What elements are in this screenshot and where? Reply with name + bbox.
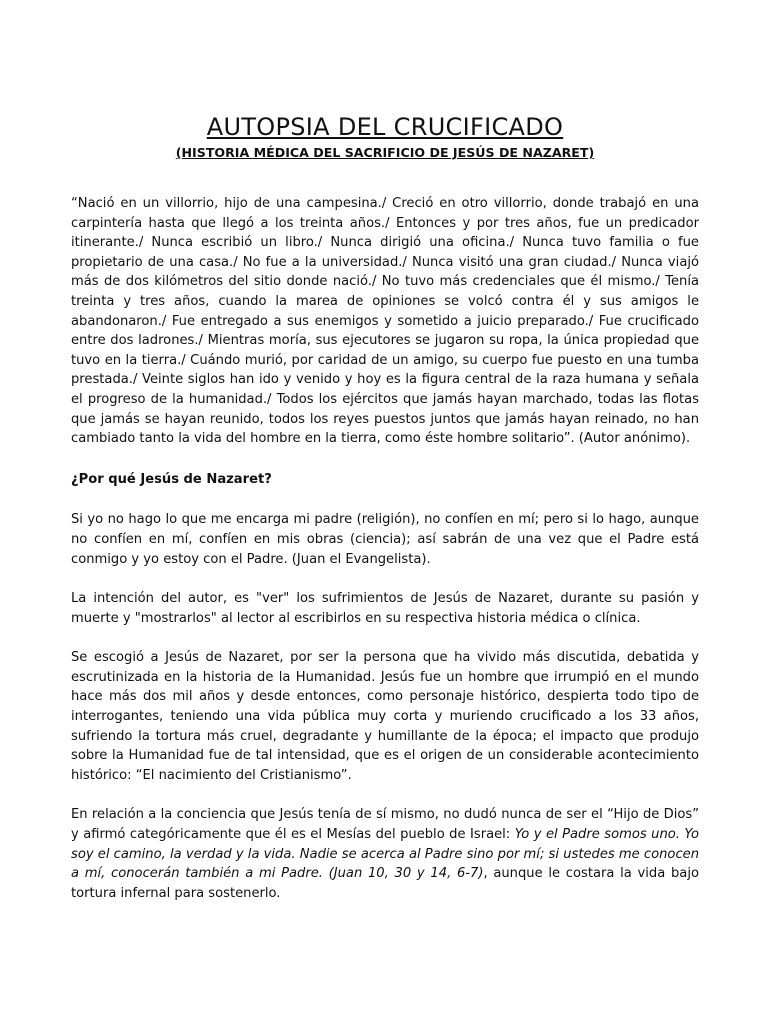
juan-paragraph: Si yo no hago lo que me encarga mi padre (religión), no confíen en mí; pero si lo hago, aunque no confíen en mí, confíen en mis obras (ciencia); así sabrán de una vez que el Padre está conmigo y yo estoy con el Padre. (Juan el Evangelista). bbox=[71, 512, 699, 567]
document-subtitle: (HISTORIA MÉDICA DEL SACRIFICIO DE JESÚS DE NAZARET) bbox=[175, 145, 595, 160]
relation-paragraph bbox=[71, 805, 699, 903]
document-page bbox=[71, 110, 699, 903]
relation-tail-text: , aunque le costara la vida bajo tortura infernal para sostenerlo. bbox=[71, 866, 699, 901]
quote-paragraph: “Nació en un villorrio, hijo de una campesina./ Creció en otro villorrio, donde trabajó en una carpintería hasta que llegó a los treinta años./ Entonces y por tres años, fue un predicador itinerante./ Nunca escribió un libro./ Nunca dirigió una oficina./ Nunca tuvo familia o fue propietario de una casa./ No fue a la universidad./ Nunca visitó una gran ciudad./ Nunca viajó más de dos kilómetros del sitio donde nació./ No tuvo más credenciales que él mismo./ Tenía treinta y tres años, cuando la marea de opiniones se volcó contra él y sus amigos le abandonaron./ Fue entregado a sus enemigos y sometido a juicio preparado./ Fue crucificado entre dos ladrones./ Mientras moría, sus ejecutores se jugaron su ropa, la única propiedad que tuvo en la tierra./ Cuándo murió, por caridad de un amigo, su cuerpo fue puesto en una tumba prestada./ Veinte siglos han ido y venido y hoy es la figura central de la raza humana y señala el progreso de la humanidad./ Todos los ejércitos que jamás hayan marchado, todas las flotas que jamás se hayan reunido, todos los reyes puestos juntos que jamás hayan reinado, no han cambiado tanto la vida del hombre en la tierra, como éste hombre solitario”. (Autor anónimo). bbox=[71, 196, 699, 447]
intention-paragraph: La intención del autor, es "ver" los sufrimientos de Jesús de Nazaret, durante su pasión y muerte y "mostrarlos" al lector al escribirlos en su respectiva historia médica o clínica. bbox=[71, 591, 699, 626]
chosen-paragraph: Se escogió a Jesús de Nazaret, por ser la persona que ha vivido más discutida, debatida y escrutinizada en la historia de la Humanidad. Jesús fue un hombre que irrumpió en el mundo hace más dos mil años y desde entonces, como personaje histórico, despierta todo tipo de interrogantes, teniendo una vida pública muy corta y muriendo crucificado a los 33 años, sufriendo la tortura más cruel, degradante y humillante de la época; el impacto que produjo sobre la Humanidad fue de tal intensidad, que es el origen de un considerable acontecimiento histórico: “El nacimiento del Cristianismo”. bbox=[71, 650, 699, 783]
section-heading: ¿Por qué Jesús de Nazaret? bbox=[71, 471, 272, 487]
relation-lead-text: En relación a la conciencia que Jesús tenía de sí mismo, no dudó nunca de ser el “Hijo de Dios” y afirmó categóricamente que él es el Mesías del pueblo de Israel: bbox=[71, 807, 699, 843]
relation-italic-quote: Yo y el Padre somos uno. Yo soy el camino, la verdad y la vida. Nadie se acerca al Padre sino por mí; si ustedes me conocen a mí, conocerán también a mi Padre. (Juan 10, 30 y 14, 6-7) bbox=[71, 827, 699, 882]
document-title: AUTOPSIA DEL CRUCIFICADO bbox=[206, 113, 564, 141]
